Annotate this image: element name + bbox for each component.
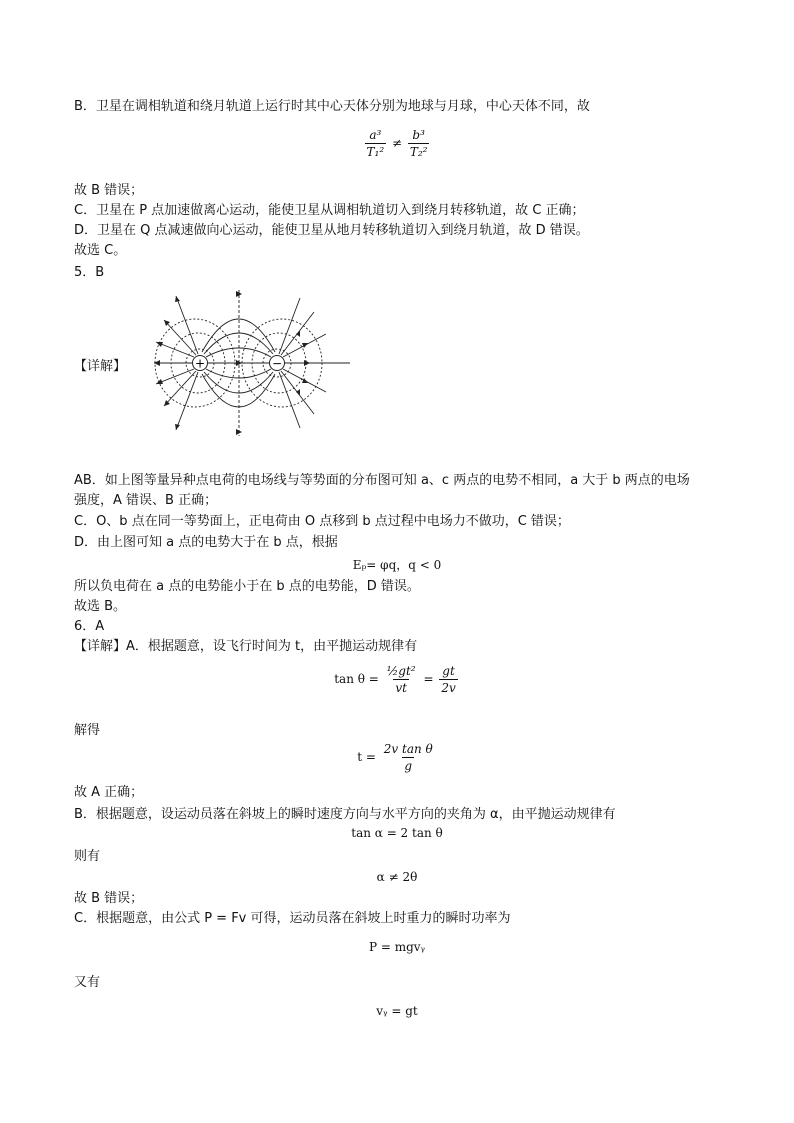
text-6a-result: 故 A 正确； — [74, 785, 144, 800]
text-4-answer: 故选 C。 — [74, 243, 127, 258]
text-5d: D．由上图可知 a 点的电势大于在 b 点，根据 — [74, 535, 338, 550]
text-6b: B．根据题意，设运动员落在斜坡上的瞬时速度方向与水平方向的夹角为 α，由平抛运动规律有 — [74, 807, 616, 822]
text-6-then: 则有 — [74, 849, 101, 864]
formula-alpha-ne: α ≠ 2θ — [376, 870, 418, 884]
formula-tan-theta — [0, 664, 794, 695]
kepler-b3: b³ — [412, 128, 425, 142]
tan-theta-num1: ½gt² — [386, 664, 416, 678]
tan-theta-den2: 2v — [441, 681, 456, 695]
detail-label: 【详解】 — [74, 359, 127, 374]
tan-theta-den1: vt — [395, 681, 407, 695]
text-5-answer: 故选 B。 — [74, 599, 127, 614]
q5-number: 5．B — [74, 265, 105, 280]
tan-theta-lhs: tan θ = — [334, 672, 379, 686]
t-lhs: t = — [357, 750, 376, 764]
formula-kepler — [0, 128, 794, 159]
text-4b-result: 故 B 错误； — [74, 183, 144, 198]
text-6-also: 又有 — [74, 975, 101, 990]
text-6c: C．根据题意，由公式 P = Fv 可得，运动员落在斜坡上时重力的瞬时功率为 — [74, 911, 511, 926]
text-4c: C．卫星在 P 点加速做离心运动，能使卫星从调相轨道切入到绕月转移轨道，故 C 正确； — [74, 203, 585, 218]
q6-number: 6．A — [74, 619, 105, 634]
formula-power: P = mgvᵧ — [368, 940, 426, 954]
electric-field-diagram — [150, 284, 356, 440]
negative-charge: − — [271, 356, 283, 371]
text-6-solve: 解得 — [74, 723, 101, 738]
formula-potential-energy: Eₚ= φq，q < 0 — [352, 558, 442, 572]
t-den: g — [404, 759, 413, 773]
kepler-a3: a³ — [369, 128, 382, 142]
formula-vy: vᵧ = gt — [376, 1004, 418, 1018]
tan-theta-num2: gt — [442, 664, 455, 678]
t-num: 2v tan θ — [383, 742, 433, 756]
text-5-conclusion: 所以负电荷在 a 点的电势能小于在 b 点的电势能，D 错误。 — [74, 579, 420, 594]
tan-theta-eq: = — [423, 672, 434, 686]
formula-t — [0, 742, 794, 773]
text-4b-intro: B．卫星在调相轨道和绕月轨道上运行时其中心天体分别为地球与月球，中心天体不同，故 — [74, 99, 590, 114]
kepler-T1: T₁² — [366, 145, 385, 159]
text-6a: 【详解】A．根据题意，设飞行时间为 t，由平抛运动规律有 — [74, 639, 418, 654]
text-4d: D．卫星在 Q 点减速做向心运动，能使卫星从地月转移轨道切入到绕月轨道，故 D 错误。 — [74, 223, 589, 238]
kepler-T2: T₂² — [409, 145, 428, 159]
text-6b-result: 故 B 错误； — [74, 891, 144, 906]
kepler-ne: ≠ — [391, 136, 403, 150]
text-5ab-line1: AB．如上图等量异种点电荷的电场线与等势面的分布图可知 a、c 两点的电势不相同，a 大于 b 两点的电场 — [74, 473, 690, 488]
text-5ab-line2: 强度，A 错误、B 正确； — [74, 493, 218, 508]
text-5c: C．O、b 点在同一等势面上，正电荷由 O 点移到 b 点过程中电场力不做功，C 错误； — [74, 514, 570, 529]
positive-charge: + — [194, 356, 206, 371]
formula-tan-alpha: tan α = 2 tan θ — [351, 826, 443, 840]
